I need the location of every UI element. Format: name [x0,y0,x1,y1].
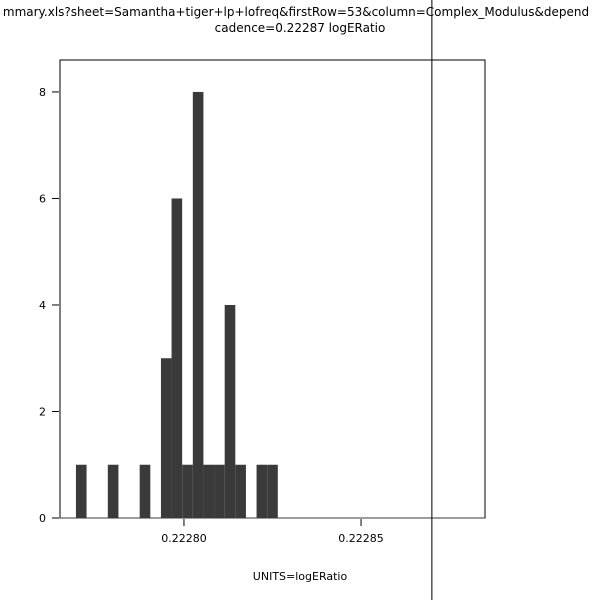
x-axis-ticks [161,519,384,545]
chart-title-line2: cadence=0.22287 logERatio [214,21,386,35]
histogram-bar [235,465,246,518]
histogram-bar [267,465,278,518]
histogram-bar [225,305,236,518]
histogram-bar [214,465,225,518]
y-tick-label: 2 [39,405,46,419]
x-tick-label: 0.22285 [338,532,384,545]
plot-frame [60,60,485,518]
y-tick-label: 8 [39,85,46,99]
histogram-bar [257,465,268,518]
y-tick-label: 0 [39,512,46,525]
y-tick-label: 6 [39,192,46,206]
histogram-bar [193,92,204,518]
x-tick-label: 0.22280 [161,532,207,545]
histogram-bar [140,465,151,518]
chart-title-line1: mmary.xls?sheet=Samantha+tiger+lp+lofreq&firstRow=53&column=Complex_Modulus&depend [2,5,590,19]
histogram-bar [182,465,193,518]
histogram-bar [172,198,183,518]
histogram-bar [108,465,119,518]
bars-group [60,92,485,518]
histogram-bar [161,358,172,518]
histogram-bar [76,465,87,518]
histogram-bar [203,465,214,518]
y-tick-label: 4 [39,298,46,312]
y-axis-ticks [39,86,59,525]
x-axis-label: UNITS=logERatio [252,570,348,583]
